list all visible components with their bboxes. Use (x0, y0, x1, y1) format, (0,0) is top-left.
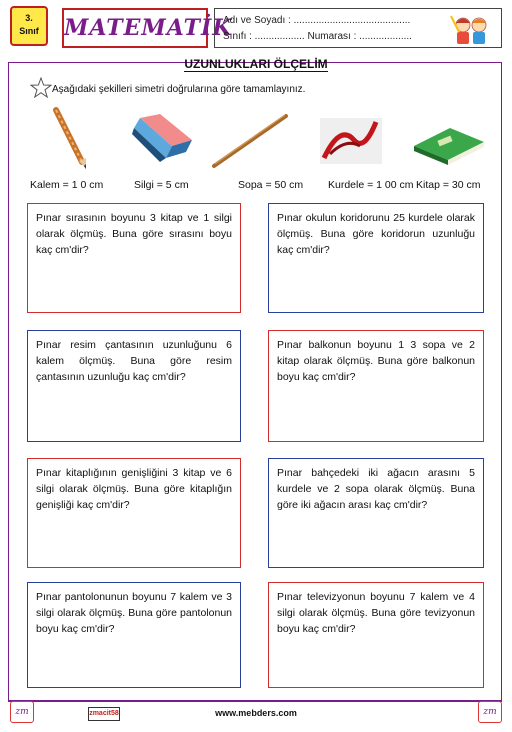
section-title: UZUNLUKLARI ÖLÇELİM (184, 57, 328, 71)
stick-icon (210, 112, 290, 170)
question-text-4: Pınar balkonun boyunu 1 3 sopa ve 2 kitap olarak ölçmüş. Buna göre balkonun boyu kaç cm'dir? (277, 339, 475, 383)
student-info-box (214, 8, 502, 48)
question-text-3: Pınar resim çantasının uzunluğunu 6 kalem ölçmüş. Buna göre resim çantasının uzunluğu kaç cm'dir? (36, 339, 232, 383)
ribbon-icon (320, 118, 382, 164)
item-label-stick: Sopa = 50 cm (238, 179, 304, 191)
question-text-6: Pınar bahçedeki iki ağacın arasını 5 kurdele ve 2 sopa olarak ölçmüş. Buna göre iki ağacın arası kaç cm'dir? (277, 467, 475, 511)
class-line[interactable]: Sınıfı : .................. Numarası : ................... (223, 31, 412, 42)
question-text-5: Pınar kitaplığının genişliğini 3 kitap ve 6 silgi olarak ölçmüş. Buna göre kitaplığın genişliği kaç cm'dir? (36, 467, 232, 511)
item-label-ribbon: Kurdele = 1 00 cm (328, 179, 414, 191)
pencil-icon (50, 106, 90, 172)
footer-divider (8, 700, 502, 701)
footer-url-link[interactable]: www.mebders.com (215, 708, 297, 718)
question-box-3 (27, 330, 241, 442)
question-box-6 (268, 458, 484, 568)
item-label-eraser: Silgi = 5 cm (134, 179, 189, 191)
kids-illustration-icon (447, 12, 495, 46)
question-text-1: Pınar sırasının boyunu 3 kitap ve 1 silgi olarak ölçmüş. Buna göre sırasını boyu kaç cm'dir? (36, 212, 232, 256)
question-box-2 (268, 203, 484, 313)
item-label-pencil: Kalem = 1 0 cm (30, 179, 104, 191)
book-icon (410, 124, 486, 166)
eraser-icon (130, 112, 196, 164)
question-box-1 (27, 203, 241, 313)
grade-badge (10, 6, 48, 46)
footer-author-tag: zmacit58 (88, 707, 120, 721)
name-line[interactable]: Adı ve Soyadı : .......................................... (223, 15, 411, 26)
star-icon (30, 77, 52, 99)
question-box-4 (268, 330, 484, 442)
footer-logo-right: zm (478, 701, 502, 723)
item-label-book: Kitap = 30 cm (416, 179, 481, 191)
question-text-8: Pınar televizyonun boyunu 7 kalem ve 4 silgi olarak ölçmüş. Buna göre tevizyonun boyu kaç cm'dir? (277, 591, 475, 635)
question-box-5 (27, 458, 241, 568)
instruction-text: Aşağıdaki şekilleri simetri doğrularına göre tamamlayınız. (52, 84, 306, 95)
question-text-7: Pınar pantolonunun boyunu 7 kalem ve 3 silgi olarak ölçmüş. Buna göre pantolonun boyu kaç cm'dir? (36, 591, 232, 635)
grade-word: Sınıf (19, 26, 39, 36)
footer-logo-left: zm (10, 701, 34, 723)
subject-title: MATEMATİK (62, 8, 208, 48)
grade-number: 3. (25, 13, 33, 23)
question-text-2: Pınar okulun koridorunu 25 kurdele olarak ölçmüş. Buna göre koridorun uzunluğu kaç cm'dir? (277, 212, 475, 256)
question-box-7 (27, 582, 241, 688)
question-box-8 (268, 582, 484, 688)
